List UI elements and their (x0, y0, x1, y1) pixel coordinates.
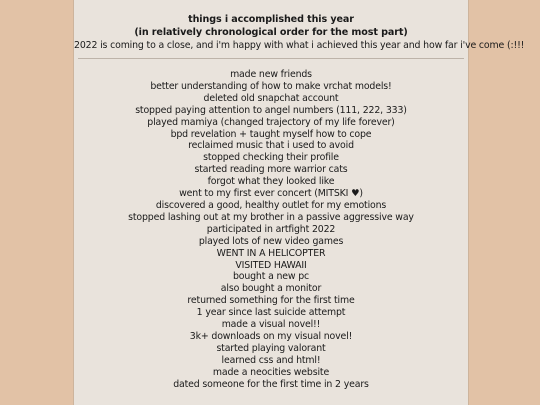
list-item: learned css and html! (221, 354, 321, 366)
intro-text: 2022 is coming to a close, and i'm happy with what i achieved this year and how far i've come (:!!! (74, 40, 525, 51)
list-item: went to my first ever concert (MITSKI ♥) (179, 188, 363, 200)
list-item: stopped lashing out at my brother in a passive aggressive way (128, 211, 414, 223)
list-item: dated someone for the first time in 2 years (173, 378, 369, 390)
page-subtitle: (in relatively chronological order for the most part) (134, 27, 408, 38)
list-item: started reading more warrior cats (194, 164, 348, 176)
list-item: started playing valorant (216, 342, 326, 354)
list-item: returned something for the first time (187, 295, 355, 307)
list-item: made a neocities website (212, 366, 330, 378)
accomplishments-list (74, 69, 468, 390)
list-item: played mamiya (changed trajectory of my life forever) (147, 116, 395, 128)
list-item: VISITED HAWAII (235, 259, 307, 271)
list-item: also bought a monitor (220, 283, 322, 295)
list-item: participated in artfight 2022 (206, 223, 336, 235)
list-item: better understanding of how to make vrchat models! (150, 80, 392, 92)
list-item: 3k+ downloads on my visual novel! (189, 330, 353, 342)
divider (78, 58, 464, 59)
list-item: played lots of new video games (198, 235, 344, 247)
page-header (74, 0, 525, 52)
page-title: things i accomplished this year (188, 14, 354, 25)
list-item: made new friends (230, 69, 312, 80)
list-item: bpd revelation + taught myself how to cope (170, 128, 372, 140)
list-item: bought a new pc (232, 271, 310, 283)
list-item: deleted old snapchat account (203, 92, 339, 104)
list-item: forgot what they looked like (207, 176, 335, 188)
content-card (73, 0, 525, 405)
list-item: made a visual novel!! (221, 319, 321, 331)
list-item: stopped checking their profile (203, 152, 339, 164)
list-item: WENT IN A HELICOPTER (216, 247, 326, 259)
list-item: stopped paying attention to angel numbers (111, 222, 333) (135, 104, 407, 116)
list-item: 1 year since last suicide attempt (196, 307, 346, 319)
list-item: discovered a good, healthy outlet for my emotions (155, 199, 387, 211)
list-item: reclaimed music that i used to avoid (188, 140, 354, 152)
